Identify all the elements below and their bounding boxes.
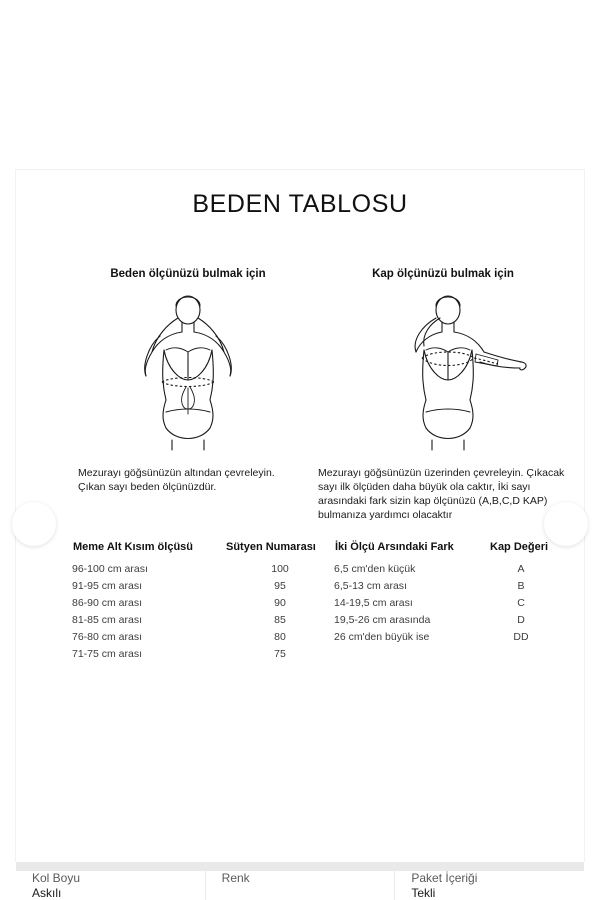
spec-key: Renk — [221, 871, 250, 885]
cell-difference-range: 19,5-26 cm arasında — [334, 613, 431, 626]
band-size-table — [72, 540, 334, 662]
cell-underbust-range: 71-75 cm arası — [72, 647, 143, 660]
cell-underbust-range: 81-85 cm arası — [72, 613, 143, 626]
spec-cell-color — [206, 871, 396, 900]
bust-measure-illustration — [318, 284, 568, 454]
table-row — [72, 628, 334, 645]
spec-value: Tekli — [411, 886, 436, 900]
prev-slide-button[interactable] — [12, 502, 56, 546]
column-heading-cup: Kap ölçünüzü bulmak için — [372, 268, 514, 280]
cell-difference-range: 6,5-13 cm arası — [334, 579, 407, 592]
column-caption-cup: Mezurayı göğsünüzün üzerinden çevreleyin. Çıkacak sayı ilk ölçüden daha büyük ola caktır, İki sayı arasındaki fark sizin kap ölçünüzü (A,B,C,D KAP) bulmanıza yardımcı olacaktır — [318, 467, 565, 521]
page-title: BEDEN TABLOSU — [192, 190, 408, 218]
spec-cell-package — [395, 871, 584, 900]
cell-underbust-range: 96-100 cm arası — [72, 562, 148, 575]
spec-divider — [16, 862, 584, 871]
table-row — [72, 577, 334, 594]
column-header-difference: İki Ölçü Arsındaki Fark — [335, 541, 454, 553]
spec-key: Paket İçeriği — [411, 871, 478, 885]
cell-cup-value: A — [517, 562, 525, 575]
table-row — [72, 594, 334, 611]
next-slide-button[interactable] — [544, 502, 588, 546]
table-row — [334, 628, 552, 645]
column-caption-band: Mezurayı göğsünüzün altından çevreleyin. Çıkan sayı beden ölçünüzdür. — [78, 467, 275, 493]
cell-bra-number: 90 — [274, 596, 286, 609]
spec-key: Kol Boyu — [32, 871, 81, 885]
table-row — [72, 560, 334, 577]
cup-size-table — [334, 540, 552, 645]
cell-difference-range: 14-19,5 cm arası — [334, 596, 413, 609]
cell-cup-value: DD — [513, 630, 529, 643]
table-row — [334, 594, 552, 611]
spec-cell-sleeve — [16, 871, 206, 900]
underbust-measure-illustration — [72, 284, 304, 454]
cell-bra-number: 95 — [274, 579, 286, 592]
spec-row — [16, 871, 584, 900]
table-row — [72, 645, 334, 662]
table-row — [334, 577, 552, 594]
table-row — [334, 611, 552, 628]
column-header-underbust: Meme Alt Kısım ölçüsü — [73, 541, 194, 553]
column-header-bra-number: Sütyen Numarası — [226, 541, 316, 553]
cell-cup-value: D — [517, 613, 525, 626]
table-header-row — [72, 540, 334, 560]
column-heading-band: Beden ölçünüzü bulmak için — [110, 268, 266, 280]
cell-cup-value: C — [517, 596, 525, 609]
cell-bra-number: 80 — [274, 630, 286, 643]
cell-underbust-range: 86-90 cm arası — [72, 596, 143, 609]
cell-bra-number: 85 — [274, 613, 286, 626]
column-cup-size — [318, 268, 568, 522]
cell-difference-range: 6,5 cm'den küçük — [334, 562, 416, 575]
cell-difference-range: 26 cm'den büyük ise — [334, 630, 430, 643]
table-row — [72, 611, 334, 628]
cell-underbust-range: 91-95 cm arası — [72, 579, 143, 592]
cell-underbust-range: 76-80 cm arası — [72, 630, 143, 643]
size-chart-card — [16, 170, 584, 862]
cell-cup-value: B — [517, 579, 525, 592]
spec-value: Askılı — [32, 886, 62, 900]
cell-bra-number: 100 — [271, 562, 289, 575]
cell-bra-number: 75 — [274, 647, 286, 660]
column-header-cup-value: Kap Değeri — [490, 541, 549, 553]
product-spec-strip — [0, 862, 600, 900]
table-header-row — [334, 540, 552, 560]
column-band-size — [72, 268, 304, 494]
table-row — [334, 560, 552, 577]
